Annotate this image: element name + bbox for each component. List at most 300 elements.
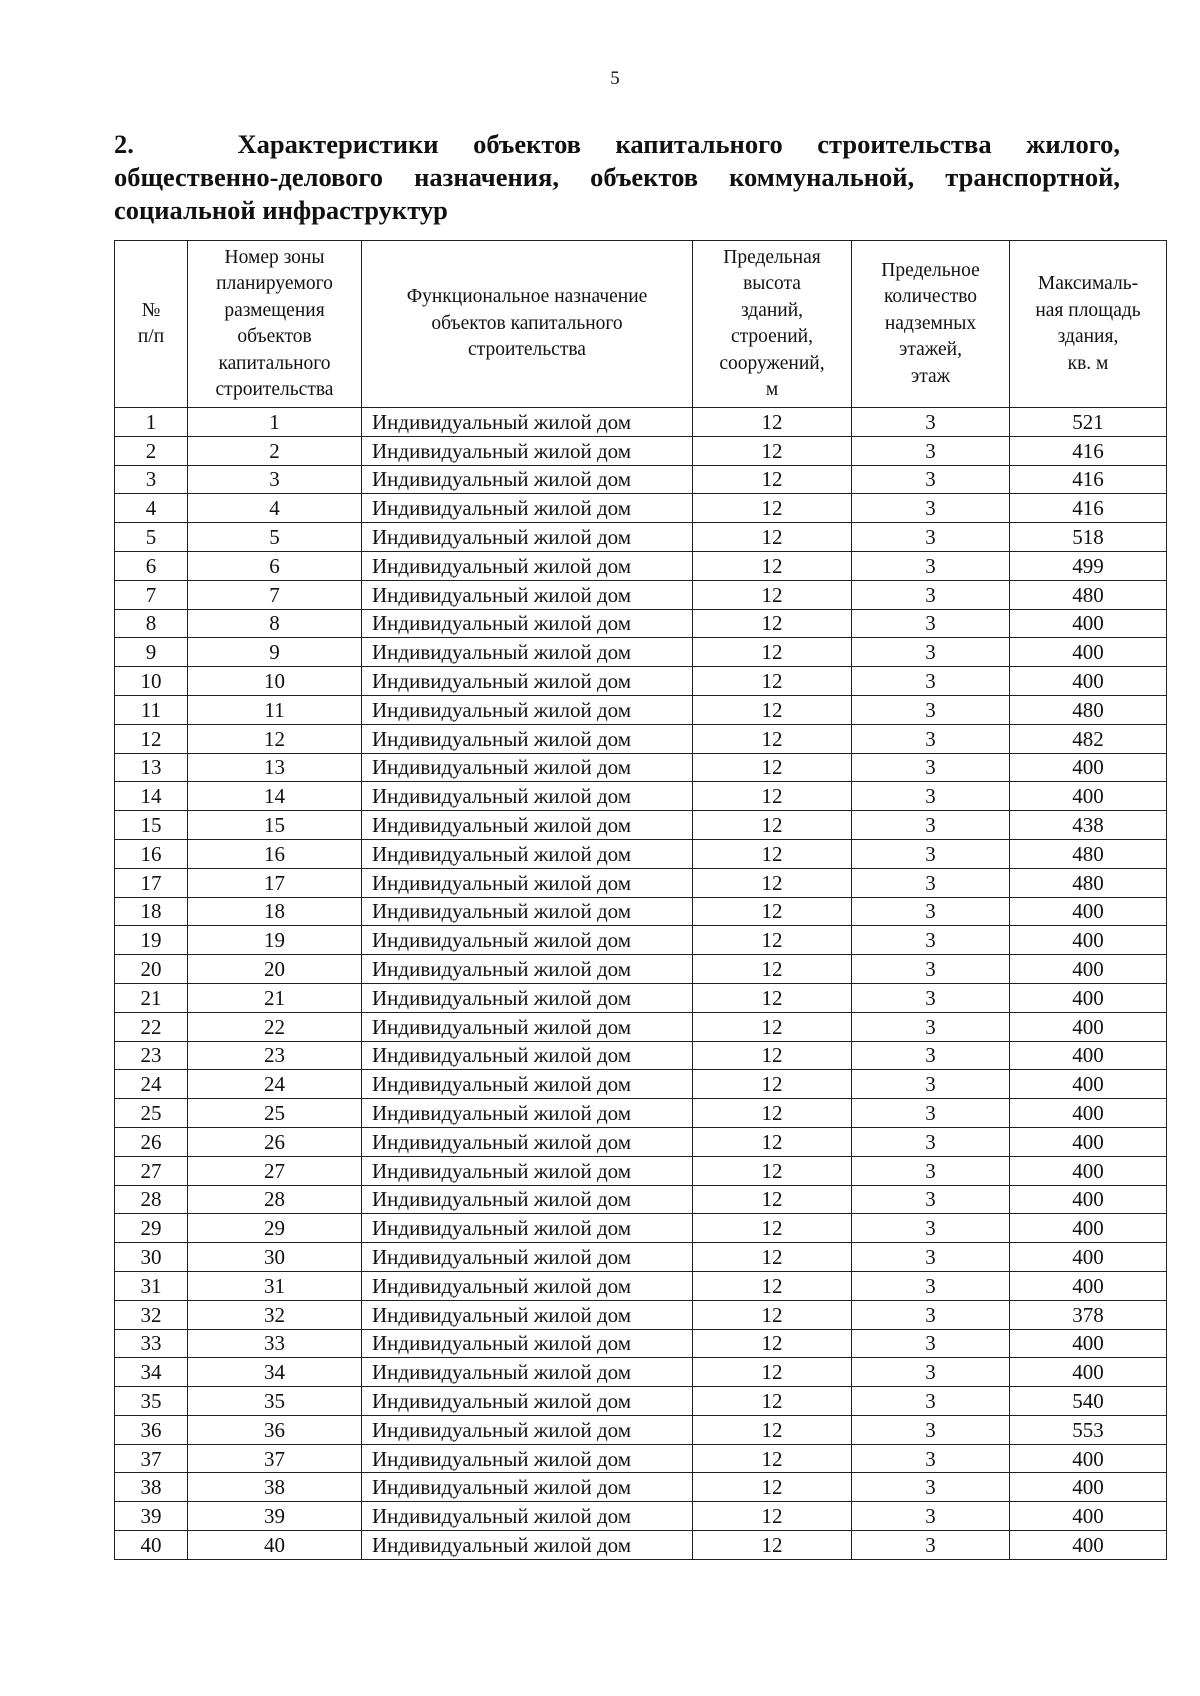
- table-row: [115, 1070, 1167, 1099]
- height-cell: 12: [693, 1531, 852, 1560]
- zone-number-cell: 18: [188, 897, 362, 926]
- header-line: этаж: [910, 365, 951, 387]
- zone-number-cell: 16: [188, 839, 362, 868]
- function-cell: Индивидуальный жилой дом: [362, 1329, 693, 1358]
- header-col-max-area: [1010, 241, 1167, 408]
- height-cell: 12: [693, 1214, 852, 1243]
- floors-cell: 3: [852, 724, 1010, 753]
- header-line: п/п: [137, 326, 165, 347]
- floors-cell: 3: [852, 638, 1010, 667]
- zone-number-cell: 5: [188, 523, 362, 552]
- zone-number-cell: 26: [188, 1127, 362, 1156]
- header-line: зданий,: [740, 299, 804, 321]
- row-number-cell: 5: [115, 523, 188, 552]
- row-number-cell: 26: [115, 1127, 188, 1156]
- zone-number-cell: 17: [188, 868, 362, 897]
- area-cell: 416: [1010, 494, 1167, 523]
- table-row: [115, 1099, 1167, 1128]
- function-cell: Индивидуальный жилой дом: [362, 667, 693, 696]
- height-cell: 12: [693, 955, 852, 984]
- row-number-cell: 31: [115, 1271, 188, 1300]
- zone-number-cell: 23: [188, 1041, 362, 1070]
- table-row: [115, 1329, 1167, 1358]
- function-cell: Индивидуальный жилой дом: [362, 724, 693, 753]
- row-number-cell: 36: [115, 1415, 188, 1444]
- floors-cell: 3: [852, 1243, 1010, 1272]
- header-line: количество: [883, 286, 978, 308]
- row-number-cell: 20: [115, 955, 188, 984]
- row-number-cell: 23: [115, 1041, 188, 1070]
- area-cell: 400: [1010, 1271, 1167, 1300]
- floors-cell: 3: [852, 1358, 1010, 1387]
- zone-number-cell: 39: [188, 1502, 362, 1531]
- row-number-cell: 15: [115, 811, 188, 840]
- height-cell: 12: [693, 897, 852, 926]
- table-row: [115, 1156, 1167, 1185]
- header-line: этажей,: [899, 339, 962, 361]
- header-line: кв. м: [1067, 352, 1109, 374]
- floors-cell: 3: [852, 1041, 1010, 1070]
- row-number-cell: 28: [115, 1185, 188, 1214]
- area-cell: 400: [1010, 1531, 1167, 1560]
- table-row: [115, 811, 1167, 840]
- zone-number-cell: 8: [188, 609, 362, 638]
- height-cell: 12: [693, 782, 852, 811]
- floors-cell: 3: [852, 1271, 1010, 1300]
- zone-number-cell: 15: [188, 811, 362, 840]
- header-col-number: [115, 241, 188, 408]
- function-cell: Индивидуальный жилой дом: [362, 897, 693, 926]
- zone-number-cell: 11: [188, 695, 362, 724]
- zone-number-cell: 38: [188, 1473, 362, 1502]
- function-cell: Индивидуальный жилой дом: [362, 1099, 693, 1128]
- zone-number-cell: 32: [188, 1300, 362, 1329]
- floors-cell: 3: [852, 1156, 1010, 1185]
- floors-cell: 3: [852, 695, 1010, 724]
- function-cell: Индивидуальный жилой дом: [362, 1127, 693, 1156]
- height-cell: 12: [693, 1415, 852, 1444]
- row-number-cell: 3: [115, 465, 188, 494]
- table-row: [115, 1185, 1167, 1214]
- floors-cell: 3: [852, 494, 1010, 523]
- area-cell: 400: [1010, 1041, 1167, 1070]
- row-number-cell: 27: [115, 1156, 188, 1185]
- zone-number-cell: 29: [188, 1214, 362, 1243]
- row-number-cell: 30: [115, 1243, 188, 1272]
- section-title-line-1: [114, 128, 1120, 161]
- table-row: [115, 1243, 1167, 1272]
- area-cell: 400: [1010, 782, 1167, 811]
- header-line: Предельная: [723, 246, 821, 268]
- function-cell: Индивидуальный жилой дом: [362, 1415, 693, 1444]
- height-cell: 12: [693, 1156, 852, 1185]
- table-row: [115, 1387, 1167, 1416]
- height-cell: 12: [693, 551, 852, 580]
- area-cell: 400: [1010, 1214, 1167, 1243]
- area-cell: 400: [1010, 1243, 1167, 1272]
- height-cell: 12: [693, 1473, 852, 1502]
- function-cell: Индивидуальный жилой дом: [362, 1214, 693, 1243]
- table-body: [115, 408, 1167, 1560]
- header-line: высота: [743, 273, 801, 294]
- header-line: размещения: [224, 299, 325, 321]
- floors-cell: 3: [852, 926, 1010, 955]
- height-cell: 12: [693, 1012, 852, 1041]
- area-cell: 480: [1010, 580, 1167, 609]
- function-cell: Индивидуальный жилой дом: [362, 955, 693, 984]
- floors-cell: 3: [852, 811, 1010, 840]
- height-cell: 12: [693, 1444, 852, 1473]
- area-cell: 400: [1010, 1329, 1167, 1358]
- header-line: Номер зоны: [224, 246, 325, 268]
- table-row: [115, 638, 1167, 667]
- row-number-cell: 37: [115, 1444, 188, 1473]
- function-cell: Индивидуальный жилой дом: [362, 695, 693, 724]
- header-line: Функциональное назначение: [406, 286, 648, 308]
- zone-number-cell: 30: [188, 1243, 362, 1272]
- table-row: [115, 1300, 1167, 1329]
- function-cell: Индивидуальный жилой дом: [362, 609, 693, 638]
- table-row: [115, 897, 1167, 926]
- height-cell: 12: [693, 1387, 852, 1416]
- height-cell: 12: [693, 1329, 852, 1358]
- table-row: [115, 695, 1167, 724]
- height-cell: 12: [693, 868, 852, 897]
- zone-number-cell: 22: [188, 1012, 362, 1041]
- height-cell: 12: [693, 753, 852, 782]
- zone-number-cell: 21: [188, 983, 362, 1012]
- table-row: [115, 580, 1167, 609]
- row-number-cell: 40: [115, 1531, 188, 1560]
- table-row: [115, 753, 1167, 782]
- area-cell: 400: [1010, 926, 1167, 955]
- section-number: 2.: [114, 129, 134, 159]
- floors-cell: 3: [852, 955, 1010, 984]
- function-cell: Индивидуальный жилой дом: [362, 551, 693, 580]
- zone-number-cell: 9: [188, 638, 362, 667]
- area-cell: 400: [1010, 667, 1167, 696]
- function-cell: Индивидуальный жилой дом: [362, 868, 693, 897]
- height-cell: 12: [693, 667, 852, 696]
- zone-number-cell: 19: [188, 926, 362, 955]
- row-number-cell: 1: [115, 408, 188, 437]
- height-cell: 12: [693, 408, 852, 437]
- area-cell: 482: [1010, 724, 1167, 753]
- zone-number-cell: 24: [188, 1070, 362, 1099]
- row-number-cell: 33: [115, 1329, 188, 1358]
- table-row: [115, 983, 1167, 1012]
- zone-number-cell: 12: [188, 724, 362, 753]
- table-row: [115, 1444, 1167, 1473]
- area-cell: 400: [1010, 753, 1167, 782]
- table-row: [115, 551, 1167, 580]
- row-number-cell: 12: [115, 724, 188, 753]
- floors-cell: 3: [852, 1300, 1010, 1329]
- table-row: [115, 1415, 1167, 1444]
- height-cell: 12: [693, 465, 852, 494]
- area-cell: 416: [1010, 436, 1167, 465]
- row-number-cell: 8: [115, 609, 188, 638]
- height-cell: 12: [693, 1300, 852, 1329]
- function-cell: Индивидуальный жилой дом: [362, 1502, 693, 1531]
- function-cell: Индивидуальный жилой дом: [362, 983, 693, 1012]
- row-number-cell: 4: [115, 494, 188, 523]
- header-line: надземных: [884, 312, 977, 334]
- header-line: ная площадь: [1035, 299, 1141, 321]
- header-col-zone-number: [188, 241, 362, 408]
- floors-cell: 3: [852, 1531, 1010, 1560]
- floors-cell: 3: [852, 580, 1010, 609]
- function-cell: Индивидуальный жилой дом: [362, 523, 693, 552]
- row-number-cell: 6: [115, 551, 188, 580]
- header-line: строительства: [468, 339, 586, 361]
- function-cell: Индивидуальный жилой дом: [362, 1444, 693, 1473]
- zone-number-cell: 1: [188, 408, 362, 437]
- area-cell: 378: [1010, 1300, 1167, 1329]
- row-number-cell: 9: [115, 638, 188, 667]
- area-cell: 400: [1010, 609, 1167, 638]
- section-title-line-3: социальной инфраструктур: [114, 195, 448, 225]
- height-cell: 12: [693, 724, 852, 753]
- floors-cell: 3: [852, 1099, 1010, 1128]
- table-row: [115, 408, 1167, 437]
- function-cell: Индивидуальный жилой дом: [362, 1300, 693, 1329]
- row-number-cell: 29: [115, 1214, 188, 1243]
- section-title: [114, 128, 1120, 227]
- table-row: [115, 724, 1167, 753]
- zone-number-cell: 40: [188, 1531, 362, 1560]
- table-row: [115, 1358, 1167, 1387]
- function-cell: Индивидуальный жилой дом: [362, 1271, 693, 1300]
- header-line: м: [765, 379, 779, 400]
- floors-cell: 3: [852, 1473, 1010, 1502]
- row-number-cell: 39: [115, 1502, 188, 1531]
- section-title-text-1: Характеристики объектов капитального строительства жилого,: [237, 129, 1121, 159]
- zone-number-cell: 25: [188, 1099, 362, 1128]
- zone-number-cell: 6: [188, 551, 362, 580]
- area-cell: 438: [1010, 811, 1167, 840]
- row-number-cell: 11: [115, 695, 188, 724]
- header-line: №: [141, 299, 161, 321]
- table-row: [115, 523, 1167, 552]
- height-cell: 12: [693, 1271, 852, 1300]
- height-cell: 12: [693, 926, 852, 955]
- table-row: [115, 1531, 1167, 1560]
- zone-number-cell: 28: [188, 1185, 362, 1214]
- floors-cell: 3: [852, 753, 1010, 782]
- height-cell: 12: [693, 436, 852, 465]
- area-cell: 480: [1010, 695, 1167, 724]
- floors-cell: 3: [852, 1185, 1010, 1214]
- section-title-line-2: общественно-делового назначения, объектов коммунальной, транспортной,: [114, 162, 1120, 192]
- row-number-cell: 34: [115, 1358, 188, 1387]
- function-cell: Индивидуальный жилой дом: [362, 1156, 693, 1185]
- function-cell: Индивидуальный жилой дом: [362, 1387, 693, 1416]
- height-cell: 12: [693, 1127, 852, 1156]
- function-cell: Индивидуальный жилой дом: [362, 926, 693, 955]
- function-cell: Индивидуальный жилой дом: [362, 465, 693, 494]
- zone-number-cell: 14: [188, 782, 362, 811]
- header-line: сооружений,: [719, 352, 825, 374]
- header-line: объектов: [237, 326, 312, 347]
- height-cell: 12: [693, 523, 852, 552]
- function-cell: Индивидуальный жилой дом: [362, 753, 693, 782]
- zone-number-cell: 34: [188, 1358, 362, 1387]
- area-cell: 540: [1010, 1387, 1167, 1416]
- area-cell: 521: [1010, 408, 1167, 437]
- table-row: [115, 1214, 1167, 1243]
- zone-number-cell: 10: [188, 667, 362, 696]
- table-row: [115, 1473, 1167, 1502]
- header-col-max-floors: [852, 241, 1010, 408]
- row-number-cell: 16: [115, 839, 188, 868]
- floors-cell: 3: [852, 1415, 1010, 1444]
- floors-cell: 3: [852, 1329, 1010, 1358]
- function-cell: Индивидуальный жилой дом: [362, 1473, 693, 1502]
- header-line: строительства: [215, 379, 334, 400]
- row-number-cell: 13: [115, 753, 188, 782]
- area-cell: 400: [1010, 1185, 1167, 1214]
- area-cell: 400: [1010, 1502, 1167, 1531]
- floors-cell: 3: [852, 1070, 1010, 1099]
- header-line: капитального: [218, 352, 331, 374]
- area-cell: 400: [1010, 1099, 1167, 1128]
- table-row: [115, 465, 1167, 494]
- floors-cell: 3: [852, 868, 1010, 897]
- area-cell: 400: [1010, 1070, 1167, 1099]
- zone-number-cell: 36: [188, 1415, 362, 1444]
- height-cell: 12: [693, 1099, 852, 1128]
- area-cell: 400: [1010, 1444, 1167, 1473]
- floors-cell: 3: [852, 897, 1010, 926]
- height-cell: 12: [693, 695, 852, 724]
- row-number-cell: 17: [115, 868, 188, 897]
- height-cell: 12: [693, 1502, 852, 1531]
- area-cell: 416: [1010, 465, 1167, 494]
- floors-cell: 3: [852, 1502, 1010, 1531]
- function-cell: Индивидуальный жилой дом: [362, 1012, 693, 1041]
- row-number-cell: 25: [115, 1099, 188, 1128]
- floors-cell: 3: [852, 1387, 1010, 1416]
- table-header-row: [115, 241, 1167, 408]
- header-col-function: [362, 241, 693, 408]
- row-number-cell: 18: [115, 897, 188, 926]
- header-col-max-height: [693, 241, 852, 408]
- area-cell: 400: [1010, 1127, 1167, 1156]
- row-number-cell: 7: [115, 580, 188, 609]
- table-row: [115, 436, 1167, 465]
- zone-number-cell: 27: [188, 1156, 362, 1185]
- area-cell: 480: [1010, 839, 1167, 868]
- row-number-cell: 14: [115, 782, 188, 811]
- table-row: [115, 926, 1167, 955]
- height-cell: 12: [693, 1041, 852, 1070]
- height-cell: 12: [693, 1243, 852, 1272]
- characteristics-table: [114, 240, 1167, 1560]
- zone-number-cell: 31: [188, 1271, 362, 1300]
- zone-number-cell: 13: [188, 753, 362, 782]
- height-cell: 12: [693, 811, 852, 840]
- floors-cell: 3: [852, 551, 1010, 580]
- header-line: строений,: [731, 326, 813, 347]
- height-cell: 12: [693, 983, 852, 1012]
- table-row: [115, 782, 1167, 811]
- function-cell: Индивидуальный жилой дом: [362, 1041, 693, 1070]
- area-cell: 518: [1010, 523, 1167, 552]
- floors-cell: 3: [852, 667, 1010, 696]
- row-number-cell: 22: [115, 1012, 188, 1041]
- zone-number-cell: 7: [188, 580, 362, 609]
- height-cell: 12: [693, 1358, 852, 1387]
- floors-cell: 3: [852, 1444, 1010, 1473]
- row-number-cell: 32: [115, 1300, 188, 1329]
- area-cell: 400: [1010, 955, 1167, 984]
- function-cell: Индивидуальный жилой дом: [362, 1070, 693, 1099]
- function-cell: Индивидуальный жилой дом: [362, 408, 693, 437]
- zone-number-cell: 3: [188, 465, 362, 494]
- area-cell: 400: [1010, 1473, 1167, 1502]
- table-row: [115, 667, 1167, 696]
- area-cell: 400: [1010, 1012, 1167, 1041]
- function-cell: Индивидуальный жилой дом: [362, 1185, 693, 1214]
- function-cell: Индивидуальный жилой дом: [362, 436, 693, 465]
- height-cell: 12: [693, 1185, 852, 1214]
- zone-number-cell: 35: [188, 1387, 362, 1416]
- zone-number-cell: 2: [188, 436, 362, 465]
- function-cell: Индивидуальный жилой дом: [362, 811, 693, 840]
- zone-number-cell: 37: [188, 1444, 362, 1473]
- table-row: [115, 609, 1167, 638]
- area-cell: 400: [1010, 1358, 1167, 1387]
- table-row: [115, 1012, 1167, 1041]
- height-cell: 12: [693, 839, 852, 868]
- floors-cell: 3: [852, 1214, 1010, 1243]
- header-line: здания,: [1057, 326, 1119, 347]
- floors-cell: 3: [852, 1012, 1010, 1041]
- header-line: Максималь-: [1037, 273, 1139, 294]
- zone-number-cell: 33: [188, 1329, 362, 1358]
- row-number-cell: 35: [115, 1387, 188, 1416]
- area-cell: 400: [1010, 1156, 1167, 1185]
- table-row: [115, 1502, 1167, 1531]
- table-row: [115, 494, 1167, 523]
- function-cell: Индивидуальный жилой дом: [362, 580, 693, 609]
- function-cell: Индивидуальный жилой дом: [362, 1358, 693, 1387]
- area-cell: 400: [1010, 983, 1167, 1012]
- table-row: [115, 868, 1167, 897]
- row-number-cell: 19: [115, 926, 188, 955]
- table-row: [115, 1041, 1167, 1070]
- table-row: [115, 1271, 1167, 1300]
- header-line: Предельное: [881, 259, 980, 281]
- function-cell: Индивидуальный жилой дом: [362, 1243, 693, 1272]
- function-cell: Индивидуальный жилой дом: [362, 782, 693, 811]
- area-cell: 499: [1010, 551, 1167, 580]
- zone-number-cell: 20: [188, 955, 362, 984]
- table-row: [115, 955, 1167, 984]
- height-cell: 12: [693, 580, 852, 609]
- function-cell: Индивидуальный жилой дом: [362, 638, 693, 667]
- area-cell: 480: [1010, 868, 1167, 897]
- header-line: объектов капитального: [431, 312, 623, 334]
- floors-cell: 3: [852, 408, 1010, 437]
- height-cell: 12: [693, 638, 852, 667]
- page-number: 5: [610, 68, 620, 89]
- floors-cell: 3: [852, 609, 1010, 638]
- floors-cell: 3: [852, 436, 1010, 465]
- table-row: [115, 1127, 1167, 1156]
- zone-number-cell: 4: [188, 494, 362, 523]
